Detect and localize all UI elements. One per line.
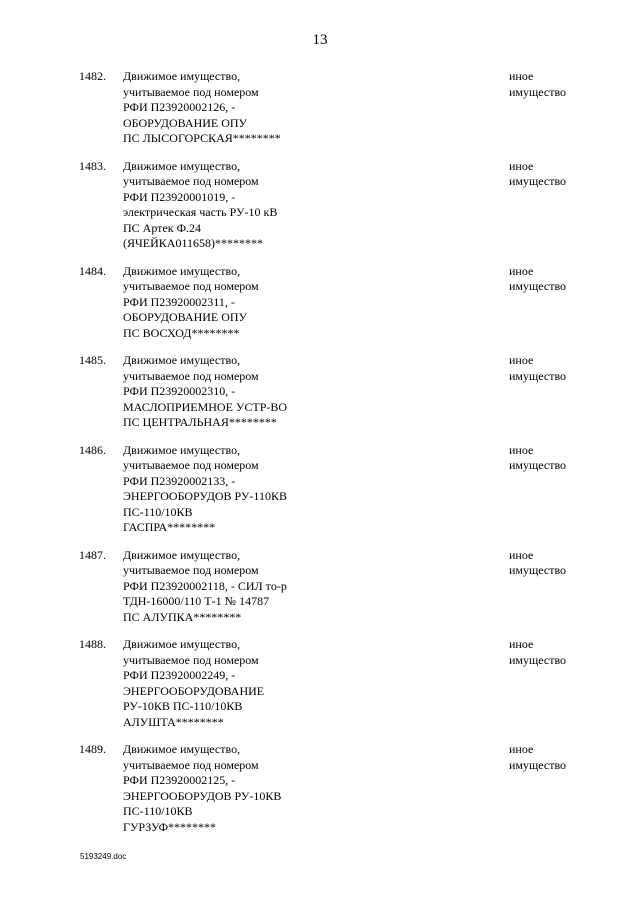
entry-type-line: имущество <box>509 368 567 383</box>
entry-type-line: имущество <box>509 563 567 577</box>
entry-description-line: ТДН-16000/110 Т-1 № 14787 <box>123 594 270 608</box>
entry-description-line: ЭНЕРГООБОРУДОВАНИЕ <box>123 683 265 698</box>
page-number: 13 <box>312 32 328 48</box>
entry-description-line: РФИ П23920002126, - <box>123 100 236 114</box>
entry-description <box>123 353 363 431</box>
entry-description-line: ПС ЛЫСОГОРСКАЯ******** <box>123 131 281 145</box>
entry-description-line: ГАСПРА******** <box>123 520 216 534</box>
entry-description-line: электрическая часть РУ-10 кВ <box>123 205 278 219</box>
entry-description-line: АЛУШТА******** <box>123 714 224 729</box>
entry-description-line: учитываемое под номером <box>123 84 259 99</box>
entry-description <box>123 159 363 252</box>
entry-description <box>123 264 363 342</box>
entry-description-line: ПС-110/10КВ <box>123 804 193 818</box>
entry-type <box>509 159 619 190</box>
entry-description-line: РФИ П23920002249, - <box>123 668 236 682</box>
entry-description-line: Движимое имущество, <box>123 742 241 756</box>
entry-type <box>509 353 619 384</box>
entry-description-line: ПС ВОСХОД******** <box>123 325 240 340</box>
entry-description-line: Движимое имущество, <box>123 263 241 278</box>
entry-description-line: Движимое имущество, <box>123 69 241 83</box>
entry-description-line: ПС-110/10КВ <box>123 504 193 519</box>
entry-description-line: учитываемое под номером <box>123 368 259 383</box>
entry-type <box>509 69 619 100</box>
entry-description-line: учитываемое под номером <box>123 279 259 293</box>
list-item <box>0 443 640 536</box>
entry-description-line: учитываемое под номером <box>123 563 259 577</box>
entry-number: 1489. <box>79 742 106 756</box>
entry-description <box>123 637 363 730</box>
entry-description <box>123 69 363 147</box>
entry-description-line: РФИ П23920002125, - <box>123 773 236 787</box>
entry-description-line: учитываемое под номером <box>123 174 259 188</box>
entry-description-line: ПС АЛУПКА******** <box>123 609 242 624</box>
entry-number: 1487. <box>79 547 106 562</box>
entry-type-line: имущество <box>509 279 567 293</box>
entry-description-line: ПС Артек Ф.24 <box>123 220 202 235</box>
list-item <box>0 159 640 252</box>
entry-description-line: ГУРЗУФ******** <box>123 819 217 834</box>
entry-type-line: иное <box>509 353 534 367</box>
entry-description-line: РФИ П23920002118, - СИЛ тo-р <box>123 578 287 593</box>
entry-description-line: учитываемое под номером <box>123 458 259 472</box>
entry-number: 1488. <box>79 637 106 651</box>
footer-filename: 5193249.doc <box>80 852 127 861</box>
list-item <box>0 742 640 835</box>
entry-type-line: имущество <box>509 174 567 188</box>
entry-type-line: иное <box>509 158 534 173</box>
entry-description-line: ЭНЕРГООБОРУДОВ РУ-110КВ <box>123 489 287 503</box>
list-item <box>0 69 640 147</box>
entry-number: 1483. <box>79 158 106 173</box>
entry-description-line: Движимое имущество, <box>123 547 241 562</box>
entry-type-line: иное <box>509 637 534 651</box>
list-item <box>0 637 640 730</box>
entry-description-line: РФИ П23920002311, - <box>123 294 235 309</box>
entry-description-line: Движимое имущество, <box>123 158 241 173</box>
entry-description-line: МАСЛОПРИЕМНОЕ УСТР-ВО <box>123 399 288 414</box>
entry-description-line: РФИ П23920002133, - <box>123 473 236 488</box>
entry-type <box>509 443 619 474</box>
entry-type-line: иное <box>509 69 534 83</box>
entry-type-line: имущество <box>509 757 567 772</box>
entry-type-line: имущество <box>509 458 567 472</box>
entry-description-line: ОБОРУДОВАНИЕ ОПУ <box>123 310 248 324</box>
entry-number: 1485. <box>79 353 106 367</box>
entry-type <box>509 742 619 773</box>
entry-description-line: ЭНЕРГООБОРУДОВ РУ-10КВ <box>123 788 282 803</box>
entry-description-line: Движимое имущество, <box>123 353 241 367</box>
entry-description-line: Движимое имущество, <box>123 442 241 457</box>
entry-type-line: имущество <box>509 84 567 99</box>
entry-description-line: РФИ П23920002310, - <box>123 384 236 398</box>
entry-type-line: иное <box>509 263 534 278</box>
entry-description-line: Движимое имущество, <box>123 637 241 651</box>
list-item <box>0 353 640 431</box>
entry-type <box>509 264 619 295</box>
entry-type-line: иное <box>509 442 534 457</box>
entry-number: 1486. <box>79 442 106 457</box>
entry-description-line: учитываемое под номером <box>123 757 259 772</box>
entry-description-line: ОБОРУДОВАНИЕ ОПУ <box>123 115 248 130</box>
entry-type-line: иное <box>509 547 534 562</box>
entry-list <box>0 69 640 847</box>
entry-type-line: имущество <box>509 652 567 667</box>
list-item <box>0 264 640 342</box>
entry-number: 1484. <box>79 263 106 278</box>
entry-description-line: РФИ П23920001019, - <box>123 189 236 204</box>
entry-description-line: ПС ЦЕНТРАЛЬНАЯ******** <box>123 415 277 429</box>
entry-description <box>123 742 363 835</box>
entry-type <box>509 637 619 668</box>
entry-description-line: учитываемое под номером <box>123 652 259 667</box>
list-item <box>0 548 640 626</box>
entry-description <box>123 548 363 626</box>
entry-description-line: РУ-10КВ ПС-110/10КВ <box>123 699 243 713</box>
entry-description-line: (ЯЧЕЙКА011658)******** <box>123 236 264 250</box>
entry-type-line: иное <box>509 742 534 756</box>
entry-type <box>509 548 619 579</box>
entry-number: 1482. <box>79 69 106 83</box>
entry-description <box>123 443 363 536</box>
